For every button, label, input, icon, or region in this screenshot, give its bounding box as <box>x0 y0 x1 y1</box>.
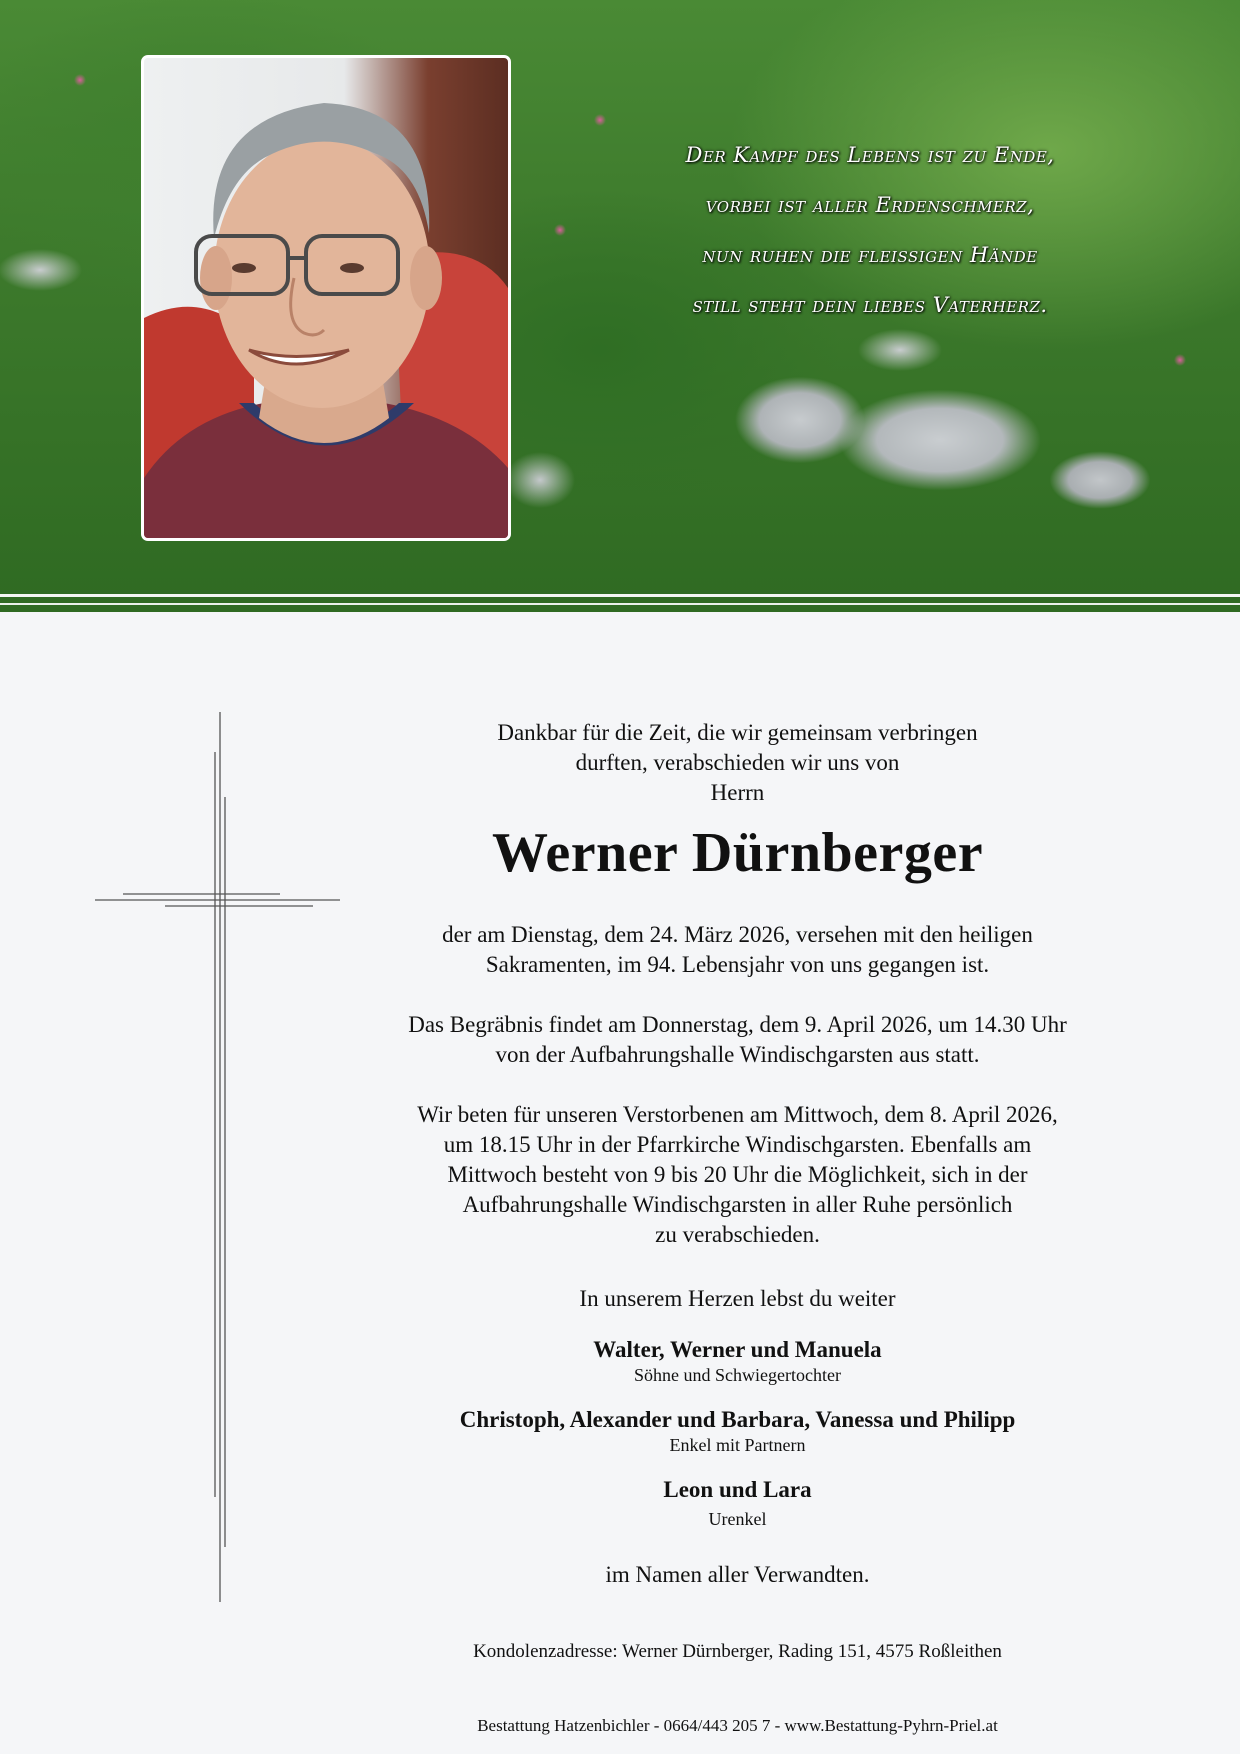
obituary-text <box>360 718 1115 1590</box>
header-divider-line <box>0 594 1240 597</box>
family-names: Leon und Lara <box>663 1477 812 1502</box>
header-divider-line <box>0 603 1240 605</box>
prayer-line: Wir beten für unseren Verstorbenen am Mittwoch, dem 8. April 2026, <box>417 1102 1058 1127</box>
funeral-line: Das Begräbnis findet am Donnerstag, dem 9. April 2026, um 14.30 Uhr <box>408 1012 1067 1037</box>
prayer-line: um 18.15 Uhr in der Pfarrkirche Windischgarsten. Ebenfalls am <box>443 1132 1032 1157</box>
family-relation: Söhne und Schwiegertochter <box>634 1365 841 1385</box>
funeral-line: von der Aufbahrungshalle Windischgarsten aus statt. <box>495 1042 980 1067</box>
family-relation: Enkel mit Partnern <box>669 1435 806 1455</box>
poem-line: still steht dein liebes Vaterherz. <box>692 293 1048 317</box>
poem-line: nun ruhen die fleissigen Hände <box>702 243 1038 267</box>
closing-heart-line: In unserem Herzen lebst du weiter <box>579 1286 896 1311</box>
family-group <box>360 1336 1115 1386</box>
family-relation: Urenkel <box>708 1509 767 1529</box>
death-line: der am Dienstag, dem 24. März 2026, versehen mit den heiligen <box>442 922 1033 947</box>
intro-line: Herrn <box>710 780 765 805</box>
footer-funeral-home: Bestattung Hatzenbichler - 0664/443 205 7 - www.Bestattung-Pyhrn-Priel.at <box>477 1716 998 1735</box>
cross-icon <box>95 712 345 1602</box>
prayer-line: Mittwoch besteht von 9 bis 20 Uhr die Möglichkeit, sich in der <box>447 1162 1028 1187</box>
deceased-name: Werner Dürnberger <box>491 822 984 884</box>
poem-verse <box>660 140 1080 340</box>
prayer-line: zu verabschieden. <box>655 1222 820 1247</box>
prayer-line: Aufbahrungshalle Windischgarsten in aller Ruhe persönlich <box>462 1192 1013 1217</box>
family-group <box>360 1476 1115 1530</box>
intro-line: Dankbar für die Zeit, die wir gemeinsam verbringen <box>497 720 978 745</box>
condolence-address: Kondolenzadresse: Werner Dürnberger, Rading 151, 4575 Roßleithen <box>473 1641 1002 1662</box>
family-list <box>360 1336 1115 1530</box>
family-names: Christoph, Alexander und Barbara, Vanessa und Philipp <box>459 1407 1016 1432</box>
poem-line: vorbei ist aller Erdenschmerz, <box>705 193 1035 217</box>
poem-line: Der Kampf des Lebens ist zu Ende, <box>685 143 1055 167</box>
death-line: Sakramenten, im 94. Lebensjahr von uns gegangen ist. <box>485 952 990 977</box>
family-names: Walter, Werner und Manuela <box>593 1337 882 1362</box>
intro-line: durften, verabschieden wir uns von <box>575 750 900 775</box>
family-group <box>360 1406 1115 1456</box>
relatives-line: im Namen aller Verwandten. <box>605 1562 870 1587</box>
portrait-photo <box>141 55 511 541</box>
header-landscape-image <box>0 0 1240 612</box>
